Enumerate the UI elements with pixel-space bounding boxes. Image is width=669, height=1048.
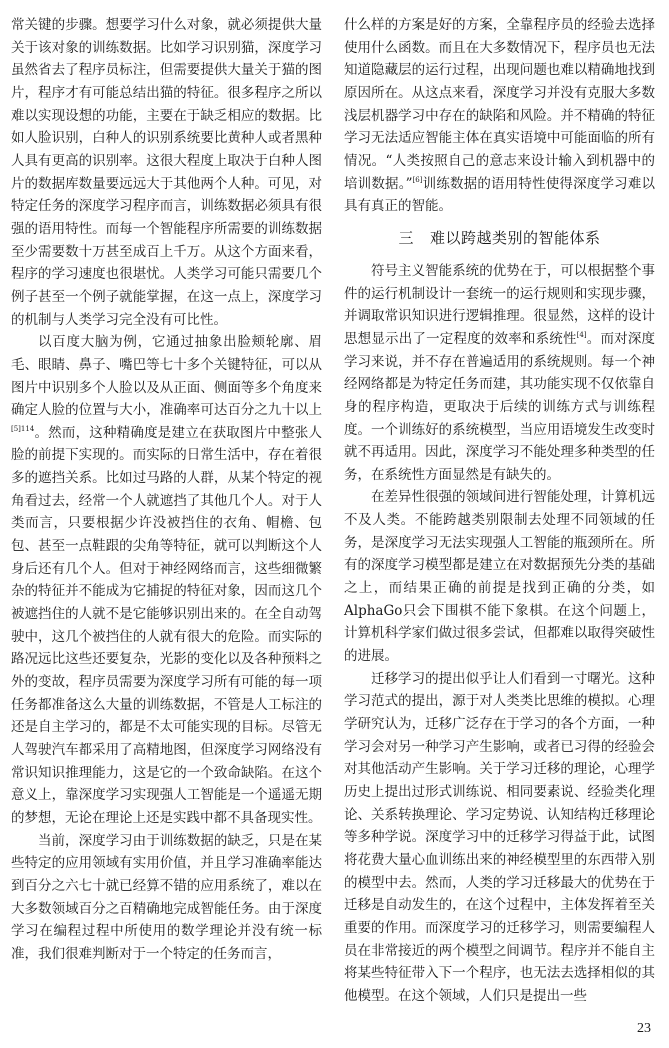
paragraph-text: 迁移学习的提出似乎让人们看到一寸曙光。这种学习范式的提出，源于对人类类比思维的模拟。心理学研究认为，迁移广泛存在于学习的各个方面，一种学习会对另一种学习产生影响，或者已习得的经验会对其他活动产生影响。关于学习迁移的理论，心理学历史上提出过形式训练说、相同要素说、经验类化理论、关系转换理论、学习定势说、认知结构迁移理论等多种学说。深度学习中的迁移学习得益于此，试图将花费大量心血训练出来的神经模型里的东西带入别的模型中去。然而，人类的学习迁移最大的优势在于迁移是自动发生的，在这个过程中，主体发挥着至关重要的作用。而深度学习的迁移学习，则需要编程人员在非常接近的两个模型之间调节。程序并不能自主将某些特征带入下一个程序，也无法去选择相似的其他模型。在这个领域，人们只是提出一些 (344, 670, 655, 1004)
paragraph-text: 什么样的方案是好的方案，全靠程序员的经验去选择使用什么函数。而且在大多数情况下，程序员也无法知道隐藏层的运行过程，出现问题也难以精确地找到原因所在。从这点来看，深度学习并没有克服大多数浅层机器学习中存在的缺陷和风险。并不精确的特征学习无法适应智能主体在真实语境中可能面临的所有情况。“人类按照自己的意志来设计输入到机器中的培训数据。” (344, 17, 655, 192)
citation-ref: [4] (576, 330, 587, 339)
paragraph-text: 当前，深度学习由于训练数据的缺乏，只是在某些特定的应用领域有实用价值，并且学习准确率能达到百分之六七十就已经算不错的应用系统了，难以在大多数领域百分之百精确地完成智能任务。由于深度学习在编程过程中所使用的数学理论并没有统一标准，我们很难判断对于一个特定的任务而言， (11, 832, 322, 962)
section-title: 难以跨越类别的智能体系 (430, 228, 601, 247)
page-number: 23 (637, 1021, 651, 1036)
paragraph-text: 符号主义智能系统的优势在于，可以根据整个事件的运行机制设计一套统一的运行规则和实现步骤，并调取常识知识进行逻辑推理。很显然，这样的设计思想显示出了一定程度的效率和系统性 (344, 262, 655, 347)
paragraph-text: 常关键的步骤。想要学习什么对象，就必须提供大量关于该对象的训练数据。比如学习识别猫，深度学习虽然省去了程序员标注，但需要提供大量关于猫的图片，程序才有可能总结出猫的特征。很多程序之所以难以实现设想的功能，主要在于缺乏相应的数据。比如人脸识别，白种人的识别系统要比黄种人或者黑种人具有更高的识别率。这很大程度上取决于白种人图片的数据库数量要远远大于其他两个人种。可见，对特定任务的深度学习程序而言，训练数据必须具有很强的语用特性。而每一个智能程序所需要的训练数据至少需要数十万甚至成百上千万。从这个方面来看，程序的学习速度也很堪忧。人类学习可能只需要几个例子甚至一个例子就能掌握，在这一点上，深度学习的机制与人类学习完全没有可比性。 (11, 17, 322, 328)
paragraph-text: 训练数据的语用特性使得深度学习难以具有真正的智能。 (344, 175, 655, 215)
paragraph-text: 。然而，这种精确度是建立在获取图片中整张人脸的前提下实现的。而实际的日常生活中，存在着很多的遮挡关系。比如过马路的人群，从某个特定的视角看过去，经常一个人就遮挡了其他几个人。对于人类而言，只要根据少许没被挡住的衣角、帽檐、包包、甚至一点鞋跟的尖角等特征，就可以判断这个人身后还有几个人。但对于神经网络而言，这些细微繁杂的特征并不能成为它捕捉的特征对象，因而这几个被遮挡住的人就不是它能够识别出来的。在全自动驾驶中，这几个被挡住的人就有很大的危险。而实际的路况远比这些还要复杂，光影的变化以及各种预料之外的变故，程序员需要为深度学习所有可能的每一项任务都准备这么大量的训练数据，不管是人工标注的还是自主学习的，都是不太可能实现的目标。尽管无人驾驶汽车都采用了高精地图，但深度学习网络没有常识知识推理能力，这是它的一个致命缺陷。在这个意义上，靠深度学习实现强人工智能是一个遥遥无期的梦想，无论在理论上还是实践中都不具备现实性。 (11, 424, 322, 826)
body-paragraph (344, 260, 655, 487)
citation-ref: [6] (412, 175, 423, 184)
citation-ref: [5]114 (11, 424, 35, 433)
section-number: 三 (398, 228, 414, 247)
body-paragraph (344, 14, 655, 218)
body-paragraph (11, 830, 322, 966)
left-column (11, 14, 322, 966)
body-paragraph (11, 14, 322, 331)
paragraph-text: 。而对深度学习来说，并不存在普遍适用的系统规则。每一个神经网络都是为特定任务而建，其功能实现不仅依靠自身的程序构造，更取决于后续的训练方式与训练程度。一个训练好的系统模型，当应用语境发生改变时就不再适用。因此，深度学习不能处理多种类型的任务，在系统性方面显然是有缺失的。 (344, 330, 656, 483)
body-paragraph (11, 331, 322, 829)
right-column (344, 14, 655, 1008)
paragraph-text: 在差异性很强的领域间进行智能处理，计算机远不及人类。不能跨越类别限制去处理不同领域的任务，是深度学习无法实现强人工智能的瓶颈所在。所有的深度学习模型都是建立在对数据预先分类的基础之上，而结果正确的前提是找到正确的分类，如AlphaGo只会下围棋不能下象棋。在这个问题上，计算机科学家们做过很多尝试，但都难以取得突破性的进展。 (344, 489, 655, 665)
body-paragraph (344, 486, 655, 667)
paragraph-text: 以百度大脑为例，它通过抽象出脸颊轮廓、眉毛、眼睛、鼻子、嘴巴等七十多个关键特征，可以从图片中识别多个人脸以及从正面、侧面等多个角度来确定人脸的位置与大小，准确率可达百分之九十以上 (11, 334, 322, 419)
section-heading (344, 222, 655, 254)
body-paragraph (344, 668, 655, 1008)
